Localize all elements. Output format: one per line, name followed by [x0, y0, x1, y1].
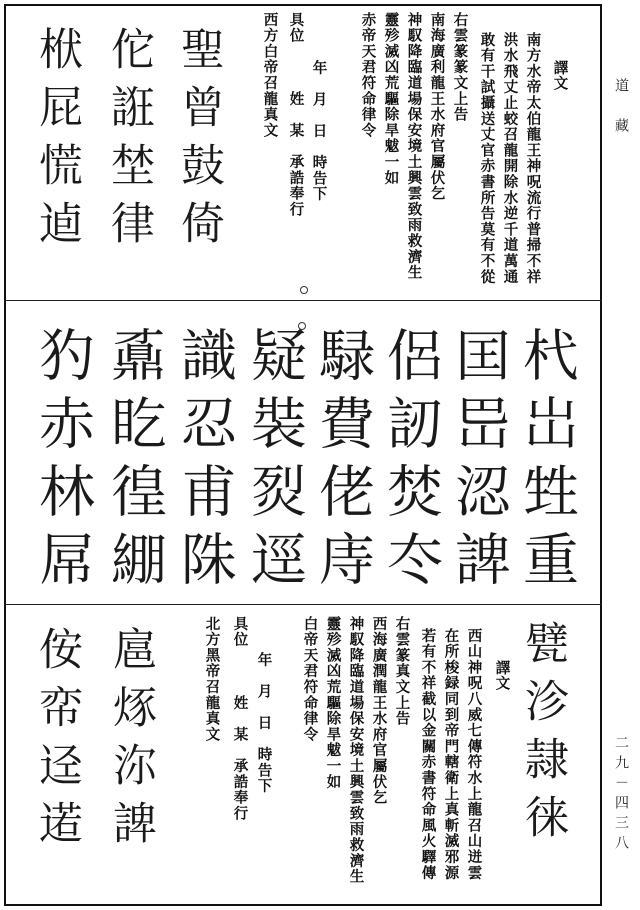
- bottom-line-11: 北方黑帝召龍真文: [203, 616, 221, 743]
- seal-column-bottom-2: 扈烼沵諀: [105, 626, 156, 858]
- top-line-10: 具位 姓 某 承誥奉行: [287, 12, 305, 218]
- page-number: 二九－四三八: [613, 735, 629, 855]
- bottom-line-4: 右雲篆真文上告: [393, 616, 411, 727]
- top-line-4: 右雲篆篆文上告: [451, 12, 469, 123]
- punctuation-circle: [300, 286, 308, 294]
- top-line-5: 南海廣利龍王水府官屬伏乞: [428, 12, 446, 202]
- seal-column-middle-1: 杙岀甡重: [514, 326, 579, 598]
- section-divider-top: [4, 300, 602, 301]
- bottom-line-10: 具位 姓 某 承誥奉行: [231, 616, 249, 822]
- section-divider-bottom: [4, 604, 602, 605]
- punctuation-circle: [298, 322, 306, 330]
- bottom-line-8: 白帝天君符命律令: [301, 616, 319, 743]
- bottom-line-5: 西海廣潤龍王水府官屬伏乞: [370, 616, 388, 806]
- top-line-6: 神馭降臨道場保安境土興雲致雨救濟生: [405, 12, 423, 281]
- top-line-7: 靈殄滅凶荒驅除旱魃一如: [382, 12, 400, 186]
- seal-column-middle-5: 疑裝烮逕: [242, 326, 307, 598]
- seal-column-top-1: 聖曾鼓倚: [173, 26, 224, 258]
- seal-column-middle-7: 鼒盵徨綳: [102, 326, 167, 598]
- bottom-line-9: 年 月 日 時告下: [255, 652, 273, 795]
- bottom-line-3: 若有不祥截以金關赤書符命風火驛傳: [419, 628, 437, 881]
- bottom-line-2: 在所梭録同到帝門轄衛上真斬滅邪源: [442, 628, 460, 881]
- seal-column-middle-4: 騄費佬庤: [310, 326, 375, 598]
- seal-column-middle-3: 侶訒焚冭: [378, 326, 443, 598]
- top-line-9: 年 月 日 時告下: [310, 60, 328, 203]
- seal-column-bottom-1: 甓沴隷徕: [517, 620, 568, 852]
- bottom-line-7: 靈殄滅凶荒驅除旱魃一如: [324, 616, 342, 790]
- top-line-2: 洪水飛丈止蛟召龍開除水逆千道萬通: [501, 32, 519, 285]
- top-line-11: 西方白帝召龍真文: [261, 12, 279, 139]
- top-line-3: 敢有干試攝送丈官赤書所告莫有不從: [478, 32, 496, 285]
- seal-column-top-2: 佗誑埜律: [103, 26, 154, 258]
- seal-column-top-3: 栿屁慌逌: [31, 26, 82, 258]
- seal-column-middle-2: 囯岊涊諀: [446, 326, 511, 598]
- bottom-line-6: 神馭降臨道場保安境土興雲致雨救濟生: [347, 616, 365, 885]
- top-line-1: 南方水帝太伯龍王神呪流行普掃不祥: [524, 32, 542, 285]
- bottom-line-1: 西山神呪八威七傳符水上龍召山迸雲: [465, 628, 483, 881]
- translation-label-top: 譯文: [551, 60, 569, 92]
- seal-column-middle-8: 犳赤林屌: [30, 326, 95, 598]
- seal-column-bottom-3: 侒帟迳逽: [31, 626, 82, 858]
- top-line-8: 赤帝天君符命律令: [359, 12, 377, 139]
- book-title: 道 藏: [613, 78, 629, 138]
- translation-label-bottom: 譯文: [493, 660, 511, 692]
- seal-column-middle-6: 識忍甫陎: [172, 326, 237, 598]
